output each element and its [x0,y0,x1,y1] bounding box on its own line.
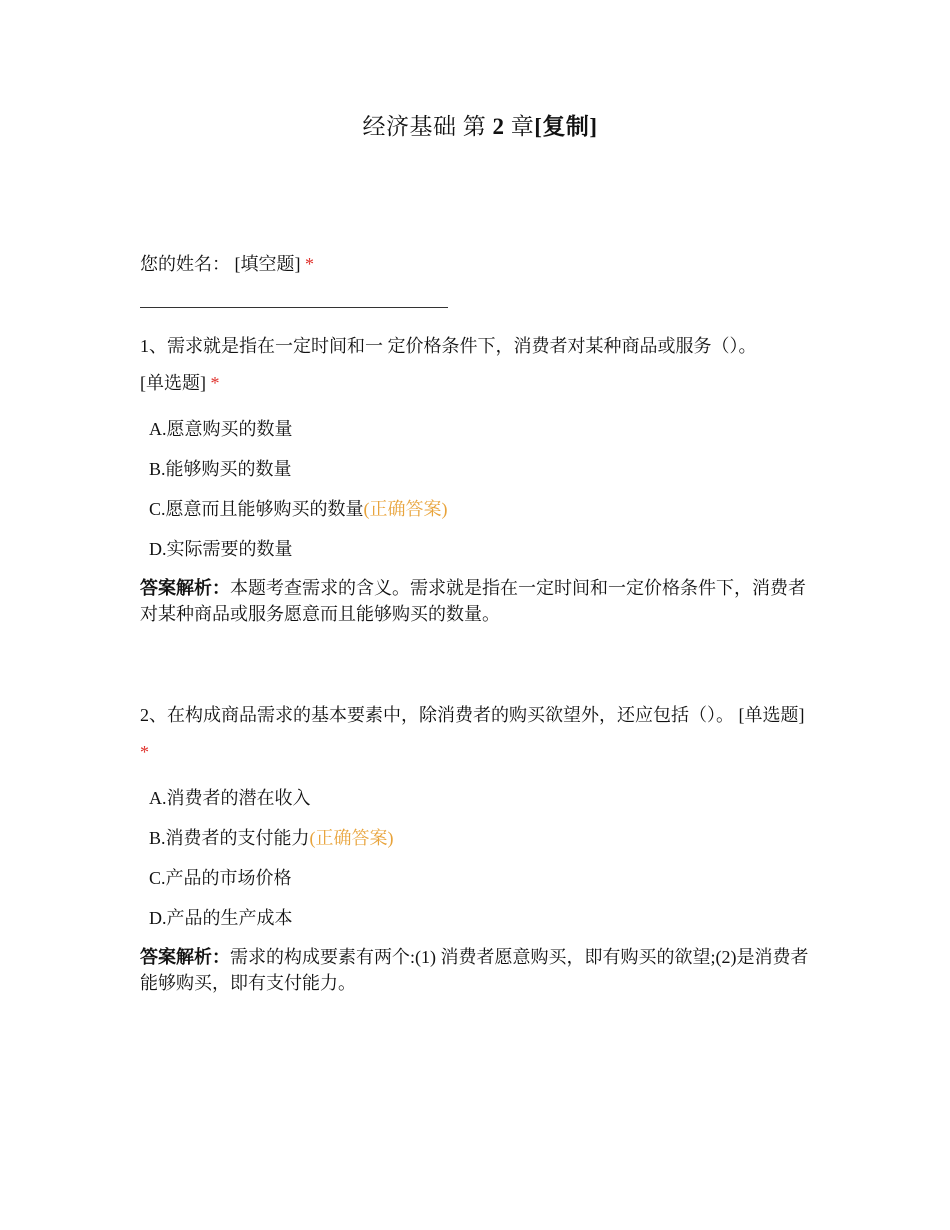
title-prefix: 经济基础 第 [362,114,493,139]
required-mark: * [210,373,220,393]
question-2-text [140,697,805,771]
question-1-option-b[interactable]: B.能够购买的数量 [149,459,292,479]
correct-answer-tag: (正确答案) [363,499,448,519]
question-1-analysis [140,575,815,627]
name-question [140,251,314,277]
name-answer-field[interactable] [140,307,448,308]
analysis-text: 需求的构成要素有两个:(1) 消费者愿意购买，即有购买的欲望;(2)是消费者能够购买，即有支付能力。 [140,947,809,993]
page-title [0,112,950,142]
title-chapter-number: 2 [492,114,505,139]
question-1-option-c[interactable]: C.愿意而且能够购买的数量(正确答案) [149,499,448,519]
question-2-option-d[interactable]: D.产品的生产成本 [149,908,293,928]
analysis-label: 答案解析： [140,947,230,967]
title-copy-tag: [复制] [534,114,598,139]
correct-answer-tag: (正确答案) [309,828,394,848]
required-mark: * [305,254,314,274]
question-2-type: [单选题] [738,705,805,725]
question-2-stem: 2、在构成商品需求的基本要素中，除消费者的购买欲望外，还应包括（）。 [140,705,734,725]
title-suffix: 章 [504,114,535,139]
question-1-stem: 1、需求就是指在一定时间和一 定价格条件下，消费者对某种商品或服务（）。 [140,336,757,356]
analysis-text: 本题考查需求的含义。需求就是指在一定时间和一定价格条件下，消费者对某种商品或服务愿意而且能够购买的数量。 [140,578,806,624]
question-1-option-d[interactable]: D.实际需要的数量 [149,539,293,559]
required-mark: * [140,742,149,762]
question-1-text [140,328,805,402]
question-2-option-a[interactable]: A.消费者的潜在收入 [149,788,311,808]
question-1-option-a[interactable]: A.愿意购买的数量 [149,419,293,439]
question-2-option-c[interactable]: C.产品的市场价格 [149,868,292,888]
analysis-label: 答案解析： [140,578,230,598]
question-2-analysis [140,944,815,996]
name-question-type: [填空题] [234,254,301,274]
name-question-label: 您的姓名： [140,254,230,274]
question-2-option-b[interactable]: B.消费者的支付能力(正确答案) [149,828,394,848]
question-1-type: [单选题] [140,373,206,393]
